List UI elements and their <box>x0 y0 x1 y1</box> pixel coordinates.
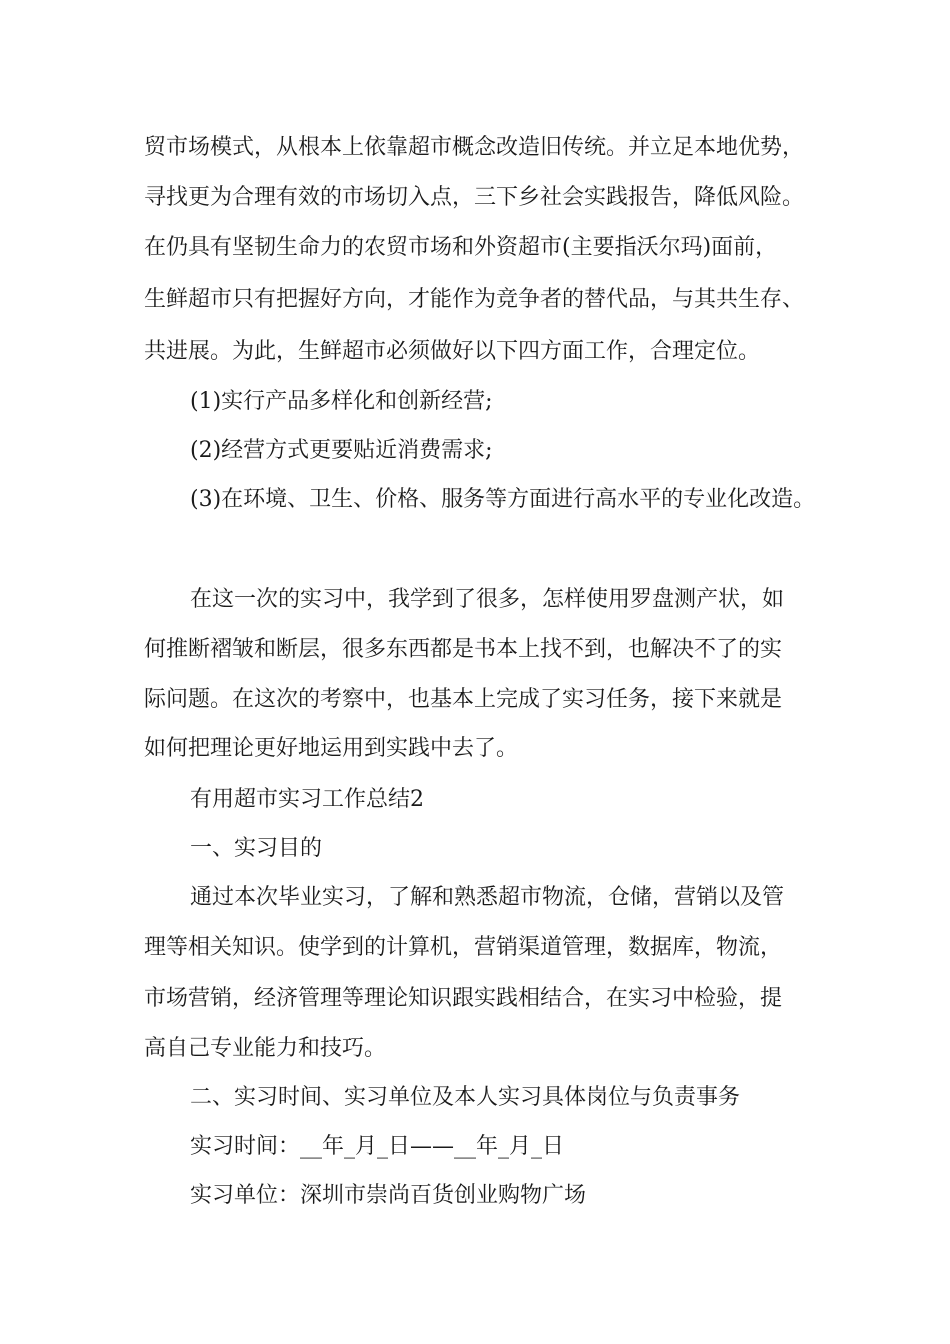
list-item-2: (2)经营方式更要贴近消费需求; <box>190 438 493 463</box>
paragraph-line: 理等相关知识。使学到的计算机，营销渠道管理，数据库，物流， <box>144 935 783 960</box>
section-heading-purpose: 一、实习目的 <box>190 836 323 861</box>
paragraph-line: 寻找更为合理有效的市场切入点，三下乡社会实践报告，降低风险。 <box>144 185 805 210</box>
paragraph-line: 在这一次的实习中，我学到了很多，怎样使用罗盘测产状，如 <box>190 587 785 612</box>
list-item-3: (3)在环境、卫生、价格、服务等方面进行高水平的专业化改造。 <box>190 487 816 512</box>
section-heading-time-unit: 二、实习时间、实习单位及本人实习具体岗位与负责事务 <box>190 1085 741 1110</box>
paragraph-line: 在仍具有坚韧生命力的农贸市场和外资超市(主要指沃尔玛)面前， <box>144 235 778 260</box>
paragraph-line: 通过本次毕业实习，了解和熟悉超市物流，仓储，营销以及管 <box>190 885 785 910</box>
paragraph-line: 何推断褶皱和断层，很多东西都是书本上找不到，也解决不了的实 <box>144 637 783 662</box>
section-title: 有用超市实习工作总结2 <box>190 787 424 812</box>
paragraph-line: 共进展。为此，生鲜超市必须做好以下四方面工作，合理定位。 <box>144 339 761 364</box>
paragraph-line: 生鲜超市只有把握好方向，才能作为竞争者的替代品，与其共生存、 <box>144 287 805 312</box>
paragraph-line: 如何把理论更好地运用到实践中去了。 <box>144 736 519 761</box>
internship-time: 实习时间：__年_月_日——__年_月_日 <box>190 1134 565 1159</box>
list-item-1: (1)实行产品多样化和创新经营; <box>190 389 493 414</box>
paragraph-line: 市场营销，经济管理等理论知识跟实践相结合，在实习中检验，提 <box>144 986 783 1011</box>
paragraph-line: 际问题。在这次的考察中，也基本上完成了实习任务，接下来就是 <box>144 687 783 712</box>
internship-unit: 实习单位：深圳市崇尚百货创业购物广场 <box>190 1183 587 1208</box>
paragraph-line: 高自己专业能力和技巧。 <box>144 1036 387 1061</box>
paragraph-line: 贸市场模式，从根本上依靠超市概念改造旧传统。并立足本地优势， <box>144 135 805 160</box>
